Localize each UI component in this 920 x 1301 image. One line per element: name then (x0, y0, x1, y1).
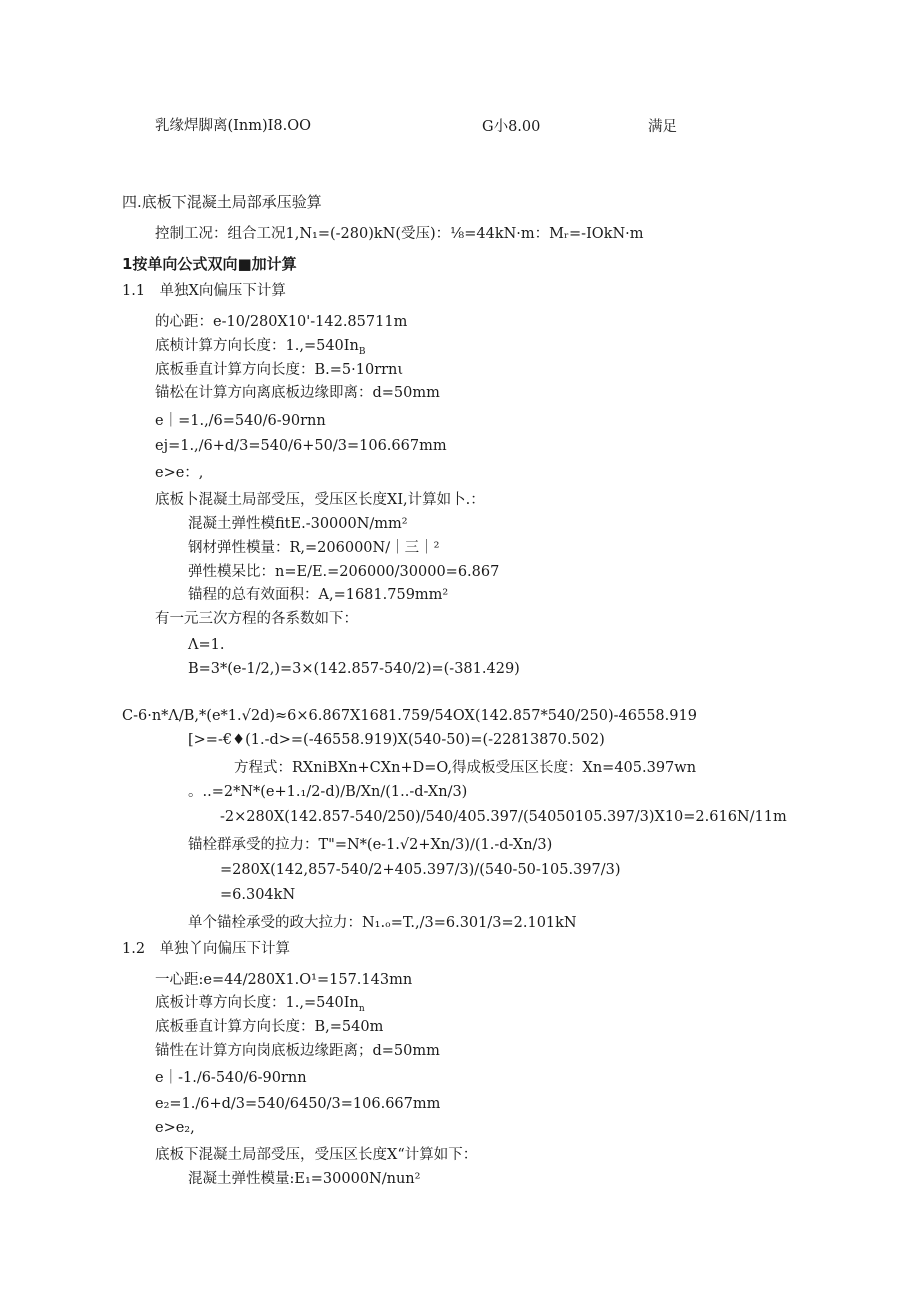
anchor-tension-value-x: =6.304kN (220, 887, 296, 903)
anchor-edge-x: 锚松在计算方向离底板边缘即离：d=50mm (155, 385, 440, 401)
subsection-x: 1.1 单独X向偏压下计算 (122, 283, 286, 299)
weld-leg-row-limit: G小8.00 (482, 119, 541, 135)
concrete-modulus-y: 混凝土弹性模量:E₁=30000N∕nun² (188, 1171, 421, 1187)
stress-formula-x: 。..=2*N*(e+1.₁/2-d)∕B∕Xn∕(1..-d-Xn∕3) (188, 784, 468, 800)
concrete-modulus-x: 混凝土弹性模fitE.-30000N∕mm² (188, 516, 408, 532)
stress-value-x: -2×280X(142.857-540/250)/540/405.397/(54050105.397/3)X10=2.616N∕11m (220, 809, 787, 825)
weld-leg-row-result: 满足 (648, 119, 677, 135)
anchor-area-x: 锚程的总有效面积：A,=1681.759mm² (188, 587, 449, 603)
steel-modulus-x: 钢材弹性模量：R,=206000N∕｜三｜² (188, 540, 440, 556)
e2-y: e₂=1.∕6+d∕3=540∕6450∕3=106.667mm (155, 1096, 441, 1112)
plate-length-y: 底板计尊方向长度：$1.,=540In_n$ (155, 995, 365, 1014)
local-compression-y: 底板下混凝土局部受压，受压区长度X“计算如下： (155, 1147, 478, 1163)
anchor-tension-calc-x: =280X(142,857-540/2+405.397/3)/(540-50-105.397/3) (220, 862, 621, 878)
plate-width-y: 底板垂直计算方向长度：B,=540m (155, 1019, 384, 1035)
section-title: 四.底板下混凝土局部承压验算 (122, 193, 322, 211)
anchor-tension-formula-x: 锚栓群承受的拉力：T"=N*(e-1.√2+Xn∕3)∕(1.-d-Xn∕3) (188, 837, 553, 853)
modulus-ratio-x: 弹性模呆比：n=E∕E.=206000/30000=6.867 (188, 564, 500, 580)
e1-y: e｜-1.∕6-540∕6-90rnn (155, 1070, 307, 1086)
coeff-d-x: [>=-€♦(1.-d>=(-46558.919)X(540-50)=(-22813870.502) (188, 732, 605, 748)
method-heading: 1按单向公式双向■加计算 (122, 255, 297, 273)
equation-x: 方程式：RXniBXn+CXn+D=O,得成板受压区长度：Xn=405.397wn (234, 760, 697, 776)
compare-y: e>e₂, (155, 1120, 195, 1136)
plate-width-x: 底板垂直计算方向长度：B.=5·10rrnι (155, 362, 404, 378)
single-anchor-tension-x: 单个锚栓承受的政大拉力：N₁.ₒ=T.,/3=6.301/3=2.101kN (188, 915, 577, 931)
plate-length-x: 底桢计算方向长度：$1.,=540In_B$ (155, 338, 366, 357)
compare-x: e>e：, (155, 465, 204, 481)
eccentricity-y: 一心距:e=44∕280X1.O¹=157.143mn (155, 972, 413, 988)
control-condition: 控制工况：组合工况1,N₁=(-280)kN(受压)：⅛=44kN·m：Mᵣ=-IOkN·m (155, 226, 644, 242)
anchor-edge-y: 锚性在计算方向岗底板边缘距离；d=50mm (155, 1043, 440, 1059)
eccentricity-x: 的心距：e-10/280X10'-142.85711m (155, 314, 408, 330)
e1-x: e｜=1.,/6=540/6-90rnn (155, 413, 326, 429)
e2-x: ej=1.,∕6+d∕3=540∕6+50∕3=106.667mm (155, 438, 447, 454)
local-compression-x: 底板卜混凝土局部受压，受压区长度XI,计算如卜.： (155, 492, 485, 508)
coeff-b-x: B=3*(e-1∕2,)=3×(142.857-540/2)=(-381.429) (188, 661, 520, 677)
subsection-y: 1.2 单独丫向偏压下计算 (122, 941, 291, 957)
coeff-c-x: C-6·n*Λ∕B,*(e*1.√2d)≈6×6.867X1681.759/54OX(142.857*540/250)-46558.919 (122, 708, 697, 724)
weld-leg-row-label: 乳缘焊脚离(Inm)I8.OO (155, 118, 311, 134)
coeff-a-x: Λ=1. (188, 637, 225, 653)
cubic-coeffs-x: 有一元三次方程的各系数如下： (155, 611, 358, 627)
